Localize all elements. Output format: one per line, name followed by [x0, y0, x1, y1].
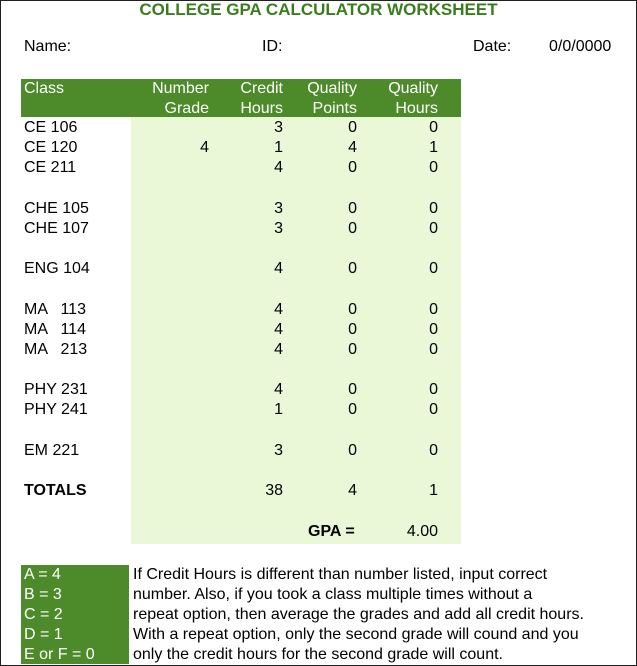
- credit-hours-cell[interactable]: 1: [274, 401, 283, 418]
- quality-points-cell: 4: [348, 139, 357, 156]
- quality-hours-cell: 0: [429, 442, 438, 459]
- quality-points-cell: 0: [348, 401, 357, 418]
- grade-legend: [21, 565, 129, 664]
- quality-hours-cell: 0: [429, 119, 438, 136]
- quality-points-cell: 0: [348, 301, 357, 318]
- instructions-note: [133, 565, 633, 665]
- column-header-number-grade: Number Grade: [152, 80, 209, 117]
- quality-hours-cell: 0: [429, 159, 438, 176]
- note-line: only the credit hours for the second grade will count.: [133, 646, 503, 663]
- column-header-credit-hours: Credit Hours: [240, 80, 283, 117]
- note-line: If Credit Hours is different than number listed, input correct: [133, 566, 548, 583]
- course-name: ENG 104: [24, 260, 90, 277]
- course-name: CHE 105: [24, 200, 89, 217]
- quality-points-cell: 0: [348, 200, 357, 217]
- quality-hours-cell: 0: [429, 401, 438, 418]
- quality-hours-cell: 0: [429, 220, 438, 237]
- course-name: CE 106: [24, 119, 78, 136]
- note-line: With a repeat option, only the second grade will cound and you: [133, 626, 579, 643]
- totals-label: TOTALS: [24, 482, 87, 499]
- credit-hours-cell[interactable]: 4: [274, 321, 283, 338]
- course-name: MA 114: [24, 321, 86, 338]
- quality-points-cell: 0: [348, 119, 357, 136]
- credit-hours-cell[interactable]: 4: [274, 381, 283, 398]
- credit-hours-cell[interactable]: 3: [274, 220, 283, 237]
- course-name: EM 221: [24, 442, 80, 459]
- legend-item: C = 2: [24, 606, 63, 623]
- course-name: CE 211: [24, 159, 77, 176]
- legend-item: E or F = 0: [24, 646, 95, 663]
- legend-item: B = 3: [24, 586, 62, 603]
- course-name: MA 113: [24, 301, 86, 318]
- credit-hours-cell[interactable]: 1: [274, 139, 283, 156]
- quality-hours-cell: 0: [429, 200, 438, 217]
- id-label: ID:: [262, 38, 283, 55]
- totals-credit: 38: [265, 482, 283, 499]
- course-name: CHE 107: [24, 220, 89, 237]
- page-title: COLLEGE GPA CALCULATOR WORKSHEET: [139, 0, 498, 19]
- gpa-value: 4.00: [406, 523, 438, 540]
- quality-hours-cell: 1: [429, 139, 438, 156]
- note-line: repeat option, then average the grades and add all credit hours.: [133, 606, 584, 623]
- credit-hours-cell[interactable]: 3: [274, 200, 283, 217]
- credit-hours-cell[interactable]: 4: [274, 301, 283, 318]
- column-header-quality-points: Quality Points: [307, 80, 357, 117]
- quality-points-cell: 0: [348, 159, 357, 176]
- quality-hours-cell: 0: [429, 260, 438, 277]
- quality-points-cell: 0: [348, 341, 357, 358]
- quality-hours-cell: 0: [429, 321, 438, 338]
- date-label: Date:: [473, 38, 512, 55]
- totals-quality-points: 4: [348, 482, 357, 499]
- credit-hours-cell[interactable]: 3: [274, 119, 283, 136]
- credit-hours-cell[interactable]: 4: [274, 159, 283, 176]
- quality-points-cell: 0: [348, 442, 357, 459]
- credit-hours-cell[interactable]: 3: [274, 442, 283, 459]
- name-label: Name:: [24, 38, 72, 55]
- legend-item: D = 1: [24, 626, 63, 643]
- course-name: PHY 241: [24, 401, 88, 418]
- quality-points-cell: 0: [348, 381, 357, 398]
- note-line: number. Also, if you took a class multiple times without a: [133, 586, 533, 603]
- totals-quality-hours: 1: [429, 482, 438, 499]
- quality-points-cell: 0: [348, 220, 357, 237]
- course-name: CE 120: [24, 139, 78, 156]
- credit-hours-cell[interactable]: 4: [274, 341, 283, 358]
- column-header-class: Class: [24, 80, 65, 97]
- quality-hours-cell: 0: [429, 381, 438, 398]
- date-value[interactable]: 0/0/0000: [549, 38, 612, 55]
- quality-points-cell: 0: [348, 260, 357, 277]
- quality-hours-cell: 0: [429, 341, 438, 358]
- quality-points-cell: 0: [348, 321, 357, 338]
- course-name: MA 213: [24, 341, 88, 358]
- number-grade-cell[interactable]: 4: [200, 139, 209, 156]
- gpa-label: GPA =: [308, 523, 355, 540]
- column-header-quality-hours: Quality Hours: [388, 80, 438, 117]
- credit-hours-cell[interactable]: 4: [274, 260, 283, 277]
- course-name: PHY 231: [24, 381, 88, 398]
- quality-hours-cell: 0: [429, 301, 438, 318]
- legend-item: A = 4: [24, 566, 61, 583]
